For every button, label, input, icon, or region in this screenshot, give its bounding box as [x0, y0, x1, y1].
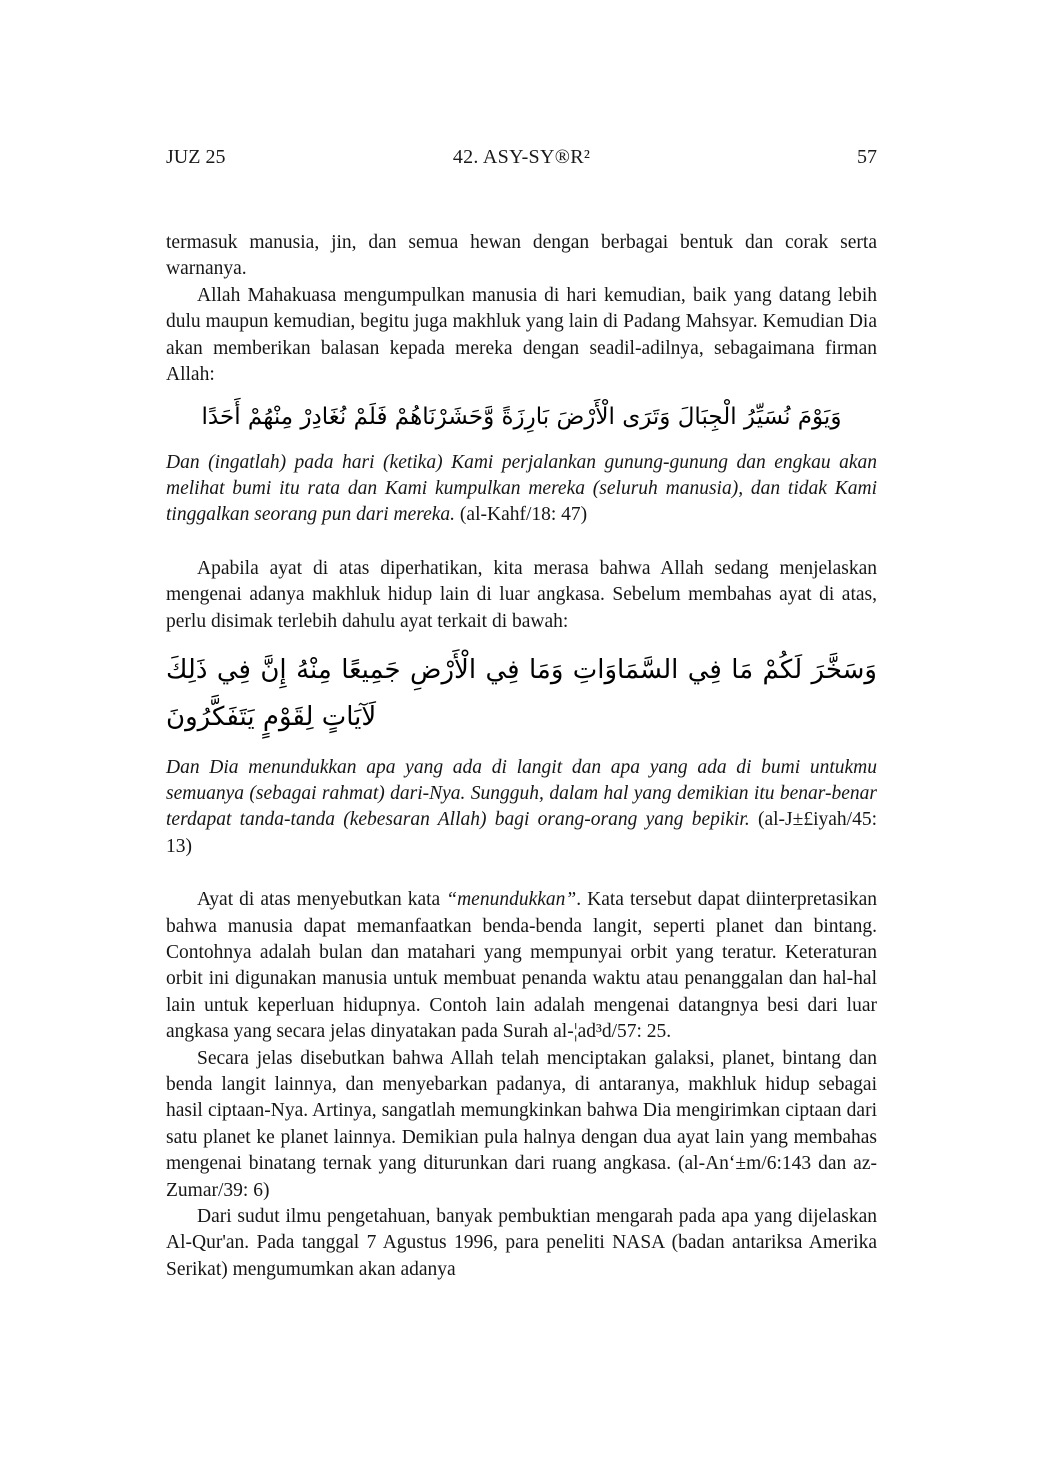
translation-reference-al-jasiyah: (al-J±£iyah/45: 13)	[166, 809, 877, 857]
page-header	[166, 144, 877, 170]
paragraph-nasa: Dari sudut ilmu pengetahuan, banyak pembuktian mengarah pada apa yang dijelaskan Al-Qur'an. Pada tanggal 7 Agustus 1996, para peneliti NASA (badan antariksa Amerika Serikat) mengumumkan akan adanya	[166, 1206, 877, 1280]
paragraph-menundukkan	[166, 887, 877, 1045]
translation-text-al-kahf: Dan (ingatlah) pada hari (ketika) Kami perjalankan gunung-gunung dan engkau akan melihat bumi itu rata dan Kami kumpulkan mereka (seluruh manusia), dan tidak Kami tinggalkan seorang pun dari mereka.	[166, 451, 877, 526]
verse-translation-al-kahf	[166, 450, 877, 529]
juz-label: JUZ 25	[166, 146, 226, 168]
paragraph-galaksi: Secara jelas disebutkan bahwa Allah telah menciptakan galaksi, planet, bintang dan benda langit lainnya, dan menyebarkan padanya, di antaranya, makhluk hidup sebagai hasil ciptaan-Nya. Artinya, sangatlah memungkinkan bahwa Dia mengirimkan ciptaan dari satu planet ke planet lainnya. Demikian pula halnya dengan dua ayat lain yang membahas mengenai binatang ternak yang diturunkan dari ruang angkasa. (al-An‘±m/6:143 dan az-Zumar/39: 6)	[166, 1047, 877, 1201]
arabic-verse-al-jasiyah: وَسَخَّرَ لَكُمْ مَا فِي السَّمَاوَاتِ وَمَا فِي الْأَرْضِ جَمِيعًا مِنْهُ إِنَّ فِي ذَلِكَ لَآيَاتٍ لِقَوْمٍ يَتَفَكَّرُونَ	[166, 654, 877, 732]
paragraph-mahsyar: Allah Mahakuasa mengumpulkan manusia di hari kemudian, baik yang datang lebih dulu maupun kemudian, begitu juga makhluk yang lain di Padang Mahsyar. Kemudian Dia akan memberikan balasan kepada mereka dengan seadil-adilnya, sebagaimana firman Allah:	[166, 284, 877, 386]
translation-text-al-jasiyah: Dan Dia menundukkan apa yang ada di langit dan apa yang ada di bumi untukmu semuanya (sebagai rahmat) dari-Nya. Sungguh, dalam hal yang demikian itu benar-benar terdapat tanda-tanda (kebesaran Allah) bagi orang-orang yang bepikir.	[166, 756, 877, 831]
surah-title: 42. ASY-SY®R²	[452, 146, 591, 168]
paragraph-menundukkan-quote: “menundukkan”	[446, 889, 577, 911]
page-body	[166, 230, 877, 1283]
paragraph-luar-angkasa: Apabila ayat di atas diperhatikan, kita merasa bahwa Allah sedang menjelaskan mengenai adanya makhluk hidup lain di luar angkasa. Sebelum membahas ayat di atas, perlu disimak terlebih dahulu ayat terkait di bawah:	[166, 557, 877, 632]
paragraph-menundukkan-pre: Ayat di atas menyebutkan kata	[197, 889, 447, 911]
translation-reference-al-kahf: (al-Kahf/18: 47)	[459, 504, 588, 526]
page-number: 57	[857, 146, 877, 168]
verse-translation-al-jasiyah	[166, 755, 877, 861]
paragraph-continuation: termasuk manusia, jin, dan semua hewan dengan berbagai bentuk dan corak serta warnanya.	[166, 232, 877, 280]
paragraph-menundukkan-post: . Kata tersebut dapat diinterpretasikan bahwa manusia dapat memanfaatkan benda-benda langit, seperti planet dan bintang. Contohnya adalah bulan dan matahari yang mempunyai orbit yang teratur. Keteraturan orbit ini digunakan manusia untuk membuat penanda waktu atau penanggalan dan hal-hal lain untuk keperluan hidupnya. Contoh lain adalah mengenai datangnya besi dari luar angkasa yang secara jelas dinyatakan pada Surah al-¦ad³d/57: 25.	[166, 889, 877, 1043]
arabic-verse-al-kahf: وَيَوْمَ نُسَيِّرُ الْجِبَالَ وَتَرَى الْأَرْضَ بَارِزَةً وَّحَشَرْنَاهُمْ فَلَمْ نُغَادِرْ مِنْهُمْ أَحَدًا	[201, 404, 842, 431]
